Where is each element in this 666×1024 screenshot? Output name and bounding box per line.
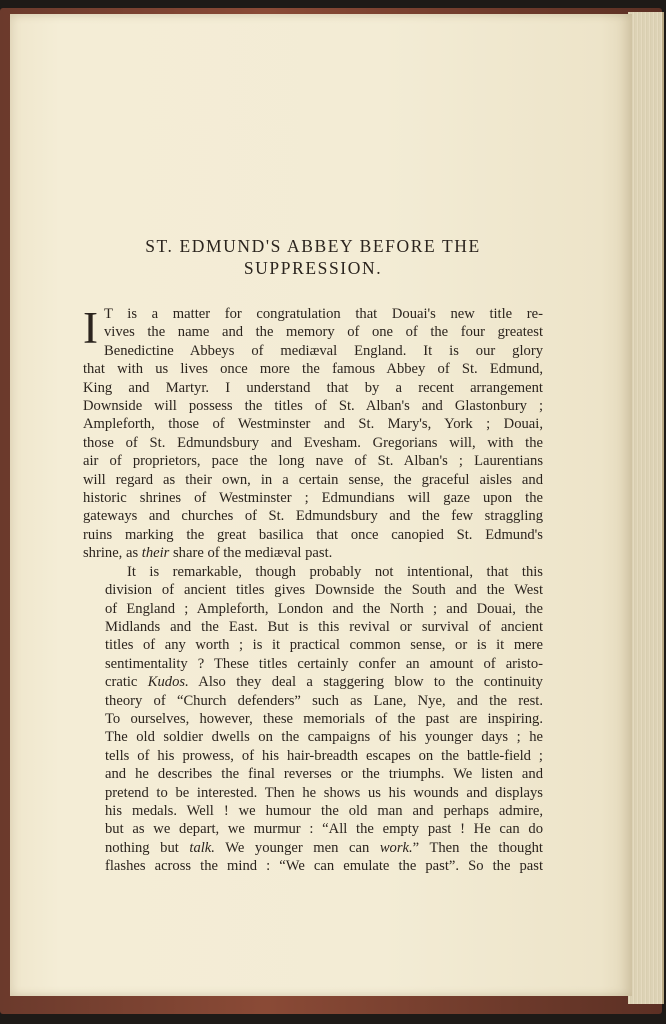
page-content xyxy=(83,235,543,876)
text-line xyxy=(83,839,543,857)
text-line: Downside will possess the titles of St. Alban's and Glastonbury ; xyxy=(83,398,543,415)
text-line: his medals. Well ! we humour the old man and perhaps admire, xyxy=(105,802,543,819)
text-line: but as we depart, we murmur : “All the empty past ! He can do xyxy=(105,821,543,838)
chapter-title xyxy=(83,235,543,279)
text-segment: Also they deal a staggering blow to the continuity xyxy=(188,674,543,691)
body-text xyxy=(83,305,543,876)
text-line: and he describes the final reverses or the triumphs. We listen and xyxy=(105,766,543,783)
drop-cap: I xyxy=(83,303,98,353)
text-line: theory of “Church defenders” such as Lane, Nye, and the rest. xyxy=(105,692,543,709)
italic-text: Kudos. xyxy=(147,674,189,691)
text-line: Midlands and the East. But is this revival or survival of ancient xyxy=(105,618,543,635)
text-segment: cratic xyxy=(105,674,148,691)
text-line: flashes across the mind : “We can emulate the past”. So the past xyxy=(105,858,543,875)
text-line: Benedictine Abbeys of mediæval England. It is our glory xyxy=(104,342,543,359)
text-line: tells of his prowess, of his hair-breadth escapes on the battle-field ; xyxy=(105,747,543,764)
text-line: those of St. Edmundsbury and Evesham. Gregorians will, with the xyxy=(83,434,543,451)
text-line: air of proprietors, pace the long nave of St. Alban's ; Laurentians xyxy=(83,453,543,470)
text-line xyxy=(83,544,543,562)
text-segment: share of the mediæval past. xyxy=(169,545,333,562)
text-line: historic shrines of Westminster ; Edmundians will gaze upon the xyxy=(83,490,543,507)
text-line: gateways and churches of St. Edmundsbury and the few straggling xyxy=(83,508,543,525)
text-line: T is a matter for congratulation that Douai's new title re- xyxy=(104,306,543,322)
italic-text: work. xyxy=(379,839,413,856)
page-edges xyxy=(628,12,664,1004)
text-segment: ” Then the thought xyxy=(412,839,543,856)
title-line-1: ST. EDMUND'S ABBEY BEFORE THE xyxy=(145,236,481,256)
text-line: It is remarkable, though probably not intentional, that this xyxy=(127,563,543,580)
paragraph-1 xyxy=(83,305,543,563)
text-line: titles of any worth ; is it practical common sense, or is it mere xyxy=(105,637,543,654)
text-line: The old soldier dwells on the campaigns of his younger days ; he xyxy=(105,729,543,746)
text-line: King and Martyr. I understand that by a recent arrangement xyxy=(83,379,543,396)
text-line xyxy=(83,673,543,691)
text-line: pretend to be interested. Then he shows us his wounds and displays xyxy=(105,784,543,801)
text-line: division of ancient titles gives Downside the South and the West xyxy=(105,582,543,599)
italic-text: their xyxy=(141,545,170,562)
text-line: vives the name and the memory of one of the four greatest xyxy=(104,324,543,341)
italic-text: talk. xyxy=(189,839,215,856)
text-segment: shrine, as xyxy=(83,545,142,562)
text-line: Ampleforth, those of Westminster and St. Mary's, York ; Douai, xyxy=(83,416,543,433)
text-line: will regard as their own, in a certain sense, the graceful aisles and xyxy=(83,471,543,488)
paragraph-2 xyxy=(83,563,543,876)
text-line: of England ; Ampleforth, London and the North ; and Douai, the xyxy=(105,600,543,617)
text-line: sentimentality ? These titles certainly confer an amount of aristo- xyxy=(105,655,543,672)
text-line: To ourselves, however, these memorials of the past are inspiring. xyxy=(105,710,543,727)
text-segment: We younger men can xyxy=(214,839,380,856)
text-line: that with us lives once more the famous Abbey of St. Edmund, xyxy=(83,361,543,378)
text-line: ruins marking the great basilica that once canopied St. Edmund's xyxy=(83,526,543,543)
title-line-2: SUPPRESSION. xyxy=(243,258,383,278)
text-segment: nothing but xyxy=(105,839,190,856)
